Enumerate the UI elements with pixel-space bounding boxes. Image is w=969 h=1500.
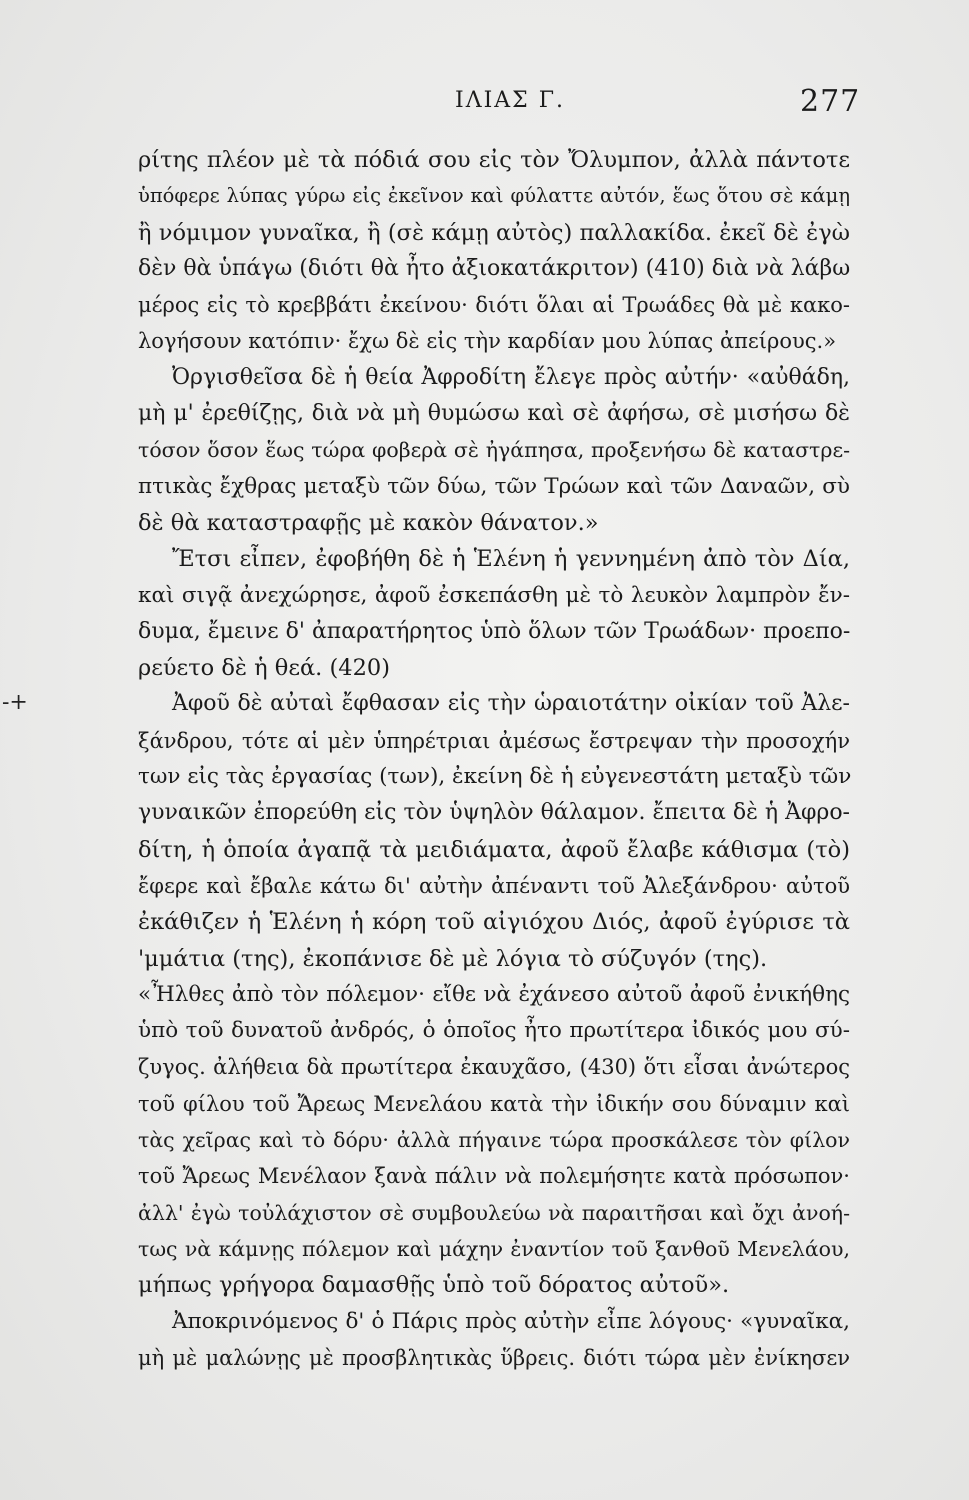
text-line: ἐκάθιζεν ἡ Ἑλένη ἡ κόρη τοῦ αἰγιόχου Διός, ἀφοῦ ἐγύρισε τὰ <box>138 909 850 936</box>
text-line: δίτη, ἡ ὁποία ἀγαπᾷ τὰ μειδιάματα, ἀφοῦ ἔλαβε κάθισμα (τὸ) <box>138 836 850 863</box>
text-line: ἔφερε καὶ ἔβαλε κάτω δι' αὐτὴν ἀπέναντι τοῦ Ἀλεξάνδρου· αὐτοῦ <box>138 873 850 898</box>
body-text <box>138 142 850 1376</box>
page-number: 277 <box>800 84 861 119</box>
text-line: ὑπὸ τοῦ δυνατοῦ ἀνδρός, ὁ ὁποῖος ἦτο πρωτίτερα ἰδικός μου σύ- <box>138 1018 850 1044</box>
text-line: μὴ μὲ μαλώνῃς μὲ προσβλητικὰς ὕβρεις. διότι τώρα μὲν ἐνίκησεν <box>138 1345 850 1370</box>
text-line: μήπως γρήγορα δαμασθῇς ὑπὸ τοῦ δόρατος αὐτοῦ». <box>138 1272 730 1299</box>
text-line: ρεύετο δὲ ἡ θεά. (420) <box>138 655 390 682</box>
text-line: ξάνδρου, τότε αἱ μὲν ὑπηρέτριαι ἀμέσως ἔστρεψαν τὴν προσοχήν <box>138 728 850 753</box>
text-line: Ἀποκρινόμενος δ' ὁ Πάρις πρὸς αὐτὴν εἶπε λόγους· «γυναῖκα, <box>172 1308 850 1334</box>
text-line: 'μμάτια (της), ἐκοπάνισε δὲ μὲ λόγια τὸ σύζυγόν (της). <box>138 945 768 972</box>
text-line: καὶ σιγᾷ ἀνεχώρησε, ἀφοῦ ἐσκεπάσθη μὲ τὸ λευκὸν λαμπρὸν ἔν- <box>138 582 850 608</box>
text-line: τως νὰ κάμνῃς πόλεμον καὶ μάχην ἐναντίον τοῦ ξανθοῦ Μενελάου, <box>138 1236 850 1261</box>
text-line: Ὀργισθεῖσα δὲ ἡ θεία Ἀφροδίτη ἔλεγε πρὸς αὐτήν· «αὐθάδη, <box>172 364 850 390</box>
margin-mark: -+ <box>2 690 28 715</box>
text-line: πτικὰς ἔχθρας μεταξὺ τῶν δύω, τῶν Τρώων καὶ τῶν Δαναῶν, σὺ <box>138 473 850 499</box>
text-line: των εἰς τὰς ἐργασίας (των), ἐκείνη δὲ ἡ εὐγενεστάτη μεταξὺ τῶν <box>138 764 852 790</box>
text-line: ρίτης πλέον μὲ τὰ πόδιά σου εἰς τὸν Ὄλυμπον, ἀλλὰ πάντοτε <box>138 147 850 173</box>
text-line: ἀλλ' ἐγὼ τοὐλάχιστον σὲ συμβουλεύω νὰ παραιτῆσαι καὶ ὄχι ἀνοή- <box>138 1200 850 1225</box>
text-line: δὲ θὰ καταστραφῇς μὲ κακὸν θάνατον.» <box>138 509 599 536</box>
text-line: δυμα, ἔμεινε δ' ἀπαρατήρητος ὑπὸ ὅλων τῶν Τρωάδων· προεπο- <box>138 618 851 644</box>
text-line: ἢ νόμιμον γυναῖκα, ἢ (σὲ κάμῃ αὐτὸς) παλλακίδα. ἐκεῖ δὲ ἐγὼ <box>138 219 850 246</box>
text-line: γυναικῶν ἐπορεύθη εἰς τὸν ὑψηλὸν θάλαμον. ἔπειτα δὲ ἡ Ἀφρο- <box>138 800 850 826</box>
running-head: ΙΛΙΑΣ Γ. <box>455 88 565 113</box>
text-line: τόσον ὅσον ἕως τώρα φοβερὰ σὲ ἠγάπησα, προξενήσω δὲ καταστρε- <box>138 438 850 463</box>
text-line: Ἔτσι εἶπεν, ἐφοβήθη δὲ ἡ Ἑλένη ἡ γεννημένη ἀπὸ τὸν Δία, <box>172 546 850 573</box>
text-line: λογήσουν κατόπιν· ἔχω δὲ εἰς τὴν καρδίαν μου λύπας ἀπείρους.» <box>138 329 837 354</box>
text-line: μὴ μ' ἐρεθίζῃς, διὰ νὰ μὴ θυμώσω καὶ σὲ ἀφήσω, σὲ μισήσω δὲ <box>138 401 850 427</box>
text-line: μέρος εἰς τὸ κρεββάτι ἐκείνου· διότι ὅλαι αἱ Τρωάδες θὰ μὲ κακο- <box>138 293 850 318</box>
text-line: «Ἦλθες ἀπὸ τὸν πόλεμον· εἴθε νὰ ἐχάνεσο αὐτοῦ ἀφοῦ ἐνικήθης <box>138 981 850 1007</box>
text-line: ὑπόφερε λύπας γύρω εἰς ἐκεῖνον καὶ φύλαττε αὐτόν, ἕως ὅτου σὲ κάμῃ <box>138 184 850 208</box>
text-line: δὲν θὰ ὑπάγω (διότι θὰ ἦτο ἀξιοκατάκριτον) (410) διὰ νὰ λάβω <box>138 255 851 281</box>
page-header <box>0 84 969 124</box>
text-line: Ἀφοῦ δὲ αὐταὶ ἔφθασαν εἰς τὴν ὡραιοτάτην οἰκίαν τοῦ Ἀλε- <box>172 691 850 717</box>
text-line: τοῦ φίλου τοῦ Ἄρεως Μενελάου κατὰ τὴν ἰδικήν σου δύναμιν καὶ <box>138 1091 850 1116</box>
text-line: ζυγος. ἀλήθεια δὰ πρωτίτερα ἐκαυχᾶσο, (430) ὅτι εἶσαι ἀνώτερος <box>138 1055 850 1080</box>
text-line: τοῦ Ἄρεως Μενέλαον ξανὰ πάλιν νὰ πολεμήσητε κατὰ πρόσωπον· <box>138 1164 850 1189</box>
text-line: τὰς χεῖρας καὶ τὸ δόρυ· ἀλλὰ πήγαινε τώρα προσκάλεσε τὸν φίλον <box>138 1128 850 1153</box>
